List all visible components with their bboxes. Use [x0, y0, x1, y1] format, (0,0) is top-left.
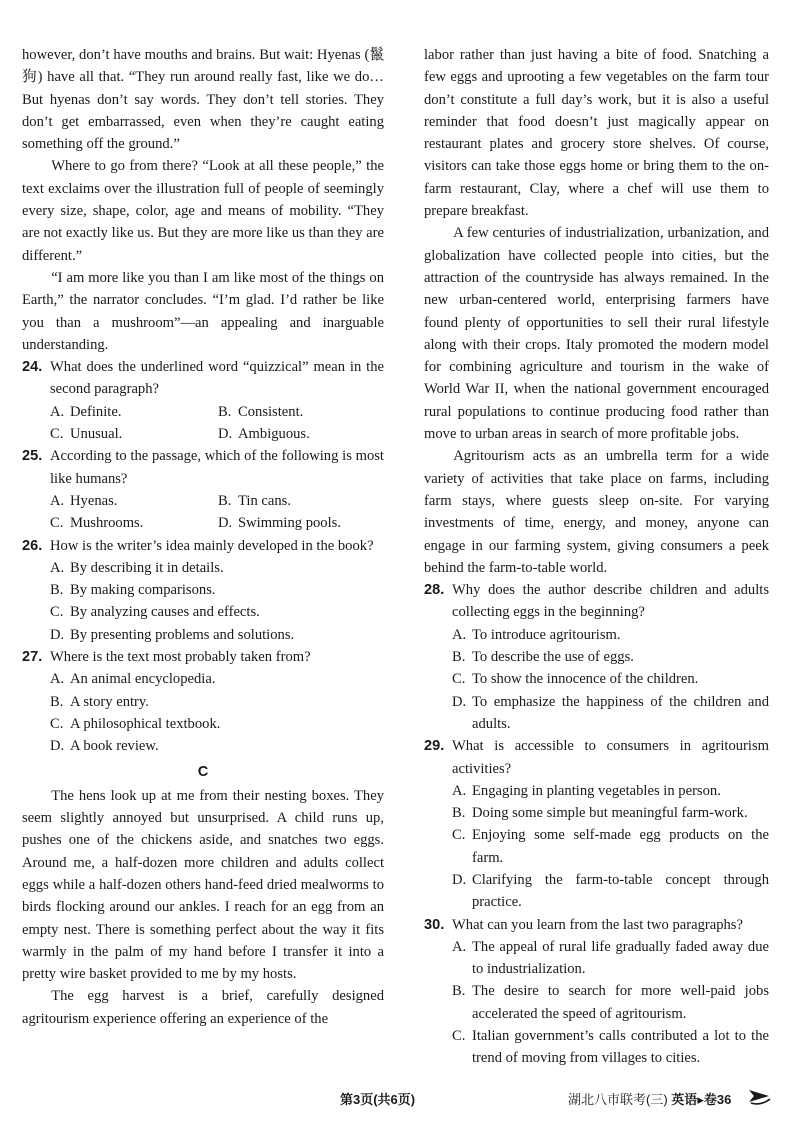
option-b: B. The desire to search for more well-paid jobs accelerated the speed of agritourism. — [452, 983, 769, 1022]
question-24 — [22, 356, 384, 445]
question-number: 26. — [22, 537, 43, 554]
question-number: 28. — [424, 582, 445, 599]
option-a: A. An animal encyclopedia. — [50, 671, 216, 688]
paragraph-right-2: A few centuries of industrialization, urbanization, and globalization have collected people into cities, but the attraction of the countryside has always remained. In the new urban-centered world, enterprising farmers have found plenty of opportunities to sell their rural lifestyle along with their crops. Italy promoted the modern model for combining agriculture and tourism in the wake of World War II, when the national government encouraged rural populations to continue producing food rather than move to urban areas in search of more profitable jobs. — [424, 225, 769, 443]
option-c: C. Unusual. — [50, 426, 123, 443]
option-a: A. Hyenas. — [50, 492, 118, 509]
option-b: B. Tin cans. — [218, 492, 291, 509]
paragraph-right-1: labor rather than just having a bite of food. Snatching a few eggs and uprooting a few vegetables on the farm tour don’t constitute a full day’s work, but it is also a useful reminder that food doesn’t just magically appear on restaurant plates and grocery store shelves. Of course, visitors can take those eggs home or bring them to the on-farm restaurant, Clay, where a chef will use them to prepare breakfast. — [424, 47, 769, 220]
left-column — [22, 44, 384, 1030]
exam-name: 湖北八市联考(三) — [568, 1092, 668, 1107]
option-d: D. By presenting problems and solutions. — [50, 626, 295, 643]
question-text: What does the underlined word “quizzical” mean in the second paragraph? — [50, 359, 384, 398]
option-b: B. By making comparisons. — [50, 582, 216, 599]
question-text: According to the passage, which of the following is most like humans? — [50, 448, 384, 487]
arrow-logo-icon — [748, 1087, 772, 1105]
paragraph-c-2: The egg harvest is a brief, carefully designed agritourism experience offering an experience of the — [22, 988, 384, 1027]
paragraph-left-3: “I am more like you than I am like most of the things on Earth,” the narrator concludes. “I’m glad. I’d rather be like you than a mushroom”—an appealing and inarguable understanding. — [22, 269, 384, 353]
question-25 — [22, 445, 384, 534]
option-a: A. Definite. — [50, 403, 122, 420]
question-29 — [424, 735, 769, 913]
question-number: 25. — [22, 448, 43, 465]
page-number: 第3页(共6页) — [340, 1092, 416, 1107]
question-number: 30. — [424, 916, 445, 933]
question-30 — [424, 914, 769, 1070]
option-a: A. The appeal of rural life gradually faded away due to industrialization. — [452, 938, 769, 978]
question-text: What is accessible to consumers in agritourism activities? — [452, 738, 769, 777]
question-text: Where is the text most probably taken from? — [50, 649, 311, 666]
option-b: B. Consistent. — [218, 403, 304, 420]
option-c: C. To show the innocence of the children. — [452, 671, 699, 688]
option-c: C. Enjoying some self-made egg products on the farm. — [452, 827, 769, 866]
question-number: 24. — [22, 359, 43, 376]
right-column — [424, 44, 769, 1070]
option-c: C. Italian government’s calls contributed a lot to the trend of moving from villages to cities. — [452, 1028, 769, 1067]
question-text: What can you learn from the last two paragraphs? — [452, 916, 743, 933]
exam-label — [568, 1089, 731, 1111]
section-label: C — [197, 763, 209, 780]
option-d: D. To emphasize the happiness of the children and adults. — [452, 693, 769, 732]
question-27 — [22, 646, 384, 757]
option-a: A. Engaging in planting vegetables in person. — [452, 782, 721, 799]
paragraph-right-3: Agritourism acts as an umbrella term for a wide variety of activities that take place on farms, including farm stays, where guests sleep on-site. For varying investments of time, energy, and money, anyone can engage in our farming system, giving consumers a peek behind the farm-to-table world. — [424, 448, 769, 576]
option-b: B. Doing some simple but meaningful farm-work. — [452, 805, 748, 822]
option-c: C. Mushrooms. — [50, 515, 144, 532]
option-d: D. Clarifying the farm-to-table concept through practice. — [452, 871, 769, 911]
option-d: D. Ambiguous. — [218, 426, 310, 443]
option-c: C. By analyzing causes and effects. — [50, 604, 260, 621]
paragraph-left-2: Where to go from there? “Look at all these people,” the text exclaims over the illustration full of people of seemingly every size, shape, color, age and means of mobility. “They are not exactly like us. But they are more like us than they are different.” — [22, 158, 384, 264]
option-c: C. A philosophical textbook. — [50, 715, 221, 732]
volume-label: 卷36 — [703, 1092, 732, 1107]
question-text: How is the writer’s idea mainly developed in the book? — [50, 537, 374, 554]
option-d: D. Swimming pools. — [218, 515, 341, 532]
option-a: A. To introduce agritourism. — [452, 626, 621, 643]
separator-icon: ▸ — [697, 1092, 704, 1107]
question-26 — [22, 535, 384, 646]
question-28 — [424, 579, 769, 735]
option-b: B. To describe the use of eggs. — [452, 649, 634, 666]
option-d: D. A book review. — [50, 738, 159, 755]
question-number: 29. — [424, 738, 445, 755]
question-number: 27. — [22, 649, 43, 666]
subject-label: 英语 — [671, 1092, 698, 1107]
paragraph-c-1: The hens look up at me from their nesting boxes. They seem slightly annoyed but unsurprised. A child runs up, pushes one of the chickens aside, and snatches two eggs. Around me, a half-dozen more children and adults collect eggs while a half-dozen others hand-feed dried mealworms to birds flocking around our ankles. I reach for an egg from an empty nest. There is something perfect about the way it fits warmly in the palm of my hand before I transfer it into a pretty wire basket provided to me by my hosts. — [22, 787, 384, 983]
question-text: Why does the author describe children and adults collecting eggs in the beginning? — [452, 582, 769, 621]
option-b: B. A story entry. — [50, 693, 149, 710]
page-footer — [0, 1085, 800, 1115]
paragraph-left-1: however, don’t have mouths and brains. But wait: Hyenas (鬣狗) have all that. “They run around really fast, like we do… But hyenas don’t say words. They don’t tell stories. They don’t get embarrassed, even when they’re caught eating something off the ground.” — [22, 47, 384, 153]
option-a: A. By describing it in details. — [50, 559, 224, 576]
